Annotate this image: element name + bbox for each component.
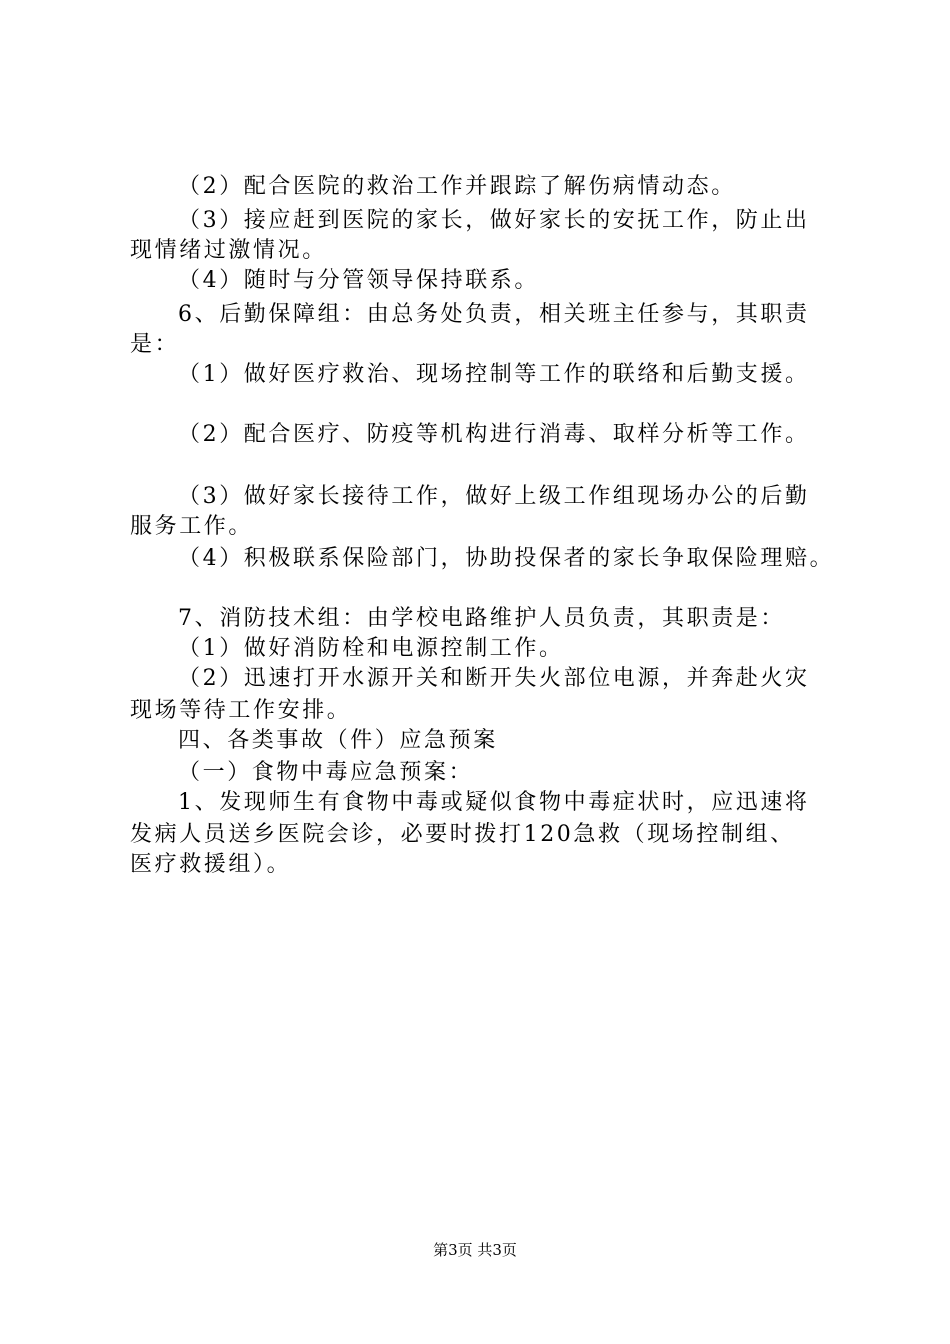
section-heading: 四、各类事故（件）应急预案 — [178, 728, 498, 753]
paragraph-line: （2）配合医疗、防疫等机构进行消毒、取样分析等工作。 — [178, 422, 810, 447]
paragraph-line: （2）配合医院的救治工作并跟踪了解伤病情动态。 — [178, 174, 736, 199]
paragraph-line: （1）做好医疗救治、现场控制等工作的联络和后勤支援。 — [178, 362, 810, 387]
paragraph-line: （4）随时与分管领导保持联系。 — [178, 268, 539, 293]
paragraph-line: 6、后勤保障组：由总务处负责，相关班主任参与，其职责 — [178, 302, 810, 327]
paragraph-line: 7、消防技术组：由学校电路维护人员负责，其职责是： — [178, 606, 785, 631]
paragraph-line: （1）做好消防栓和电源控制工作。 — [178, 636, 564, 661]
paragraph-line: （3）接应赶到医院的家长，做好家长的安抚工作，防止出 — [178, 208, 810, 233]
paragraph-line: （4）积极联系保险部门，协助投保者的家长争取保险理赔。 — [178, 546, 835, 571]
subsection-heading: （一）食物中毒应急预案： — [178, 760, 474, 785]
paragraph-line: 发病人员送乡医院会诊，必要时拨打120急救（现场控制组、 — [130, 822, 795, 847]
paragraph-line: 现情绪过激情况。 — [130, 238, 327, 263]
paragraph-line: 医疗救援组）。 — [130, 852, 292, 877]
paragraph-line: 现场等待工作安排。 — [130, 698, 352, 723]
paragraph-line: 1、发现师生有食物中毒或疑似食物中毒症状时，应迅速将 — [178, 790, 810, 815]
paragraph-line: （2）迅速打开水源开关和断开失火部位电源，并奔赴火灾 — [178, 666, 810, 691]
paragraph-line: 服务工作。 — [130, 514, 254, 539]
page-footer: 第3页 共3页 — [433, 1241, 517, 1259]
paragraph-line: 是： — [130, 332, 180, 357]
paragraph-line: （3）做好家长接待工作，做好上级工作组现场办公的后勤 — [178, 484, 810, 509]
